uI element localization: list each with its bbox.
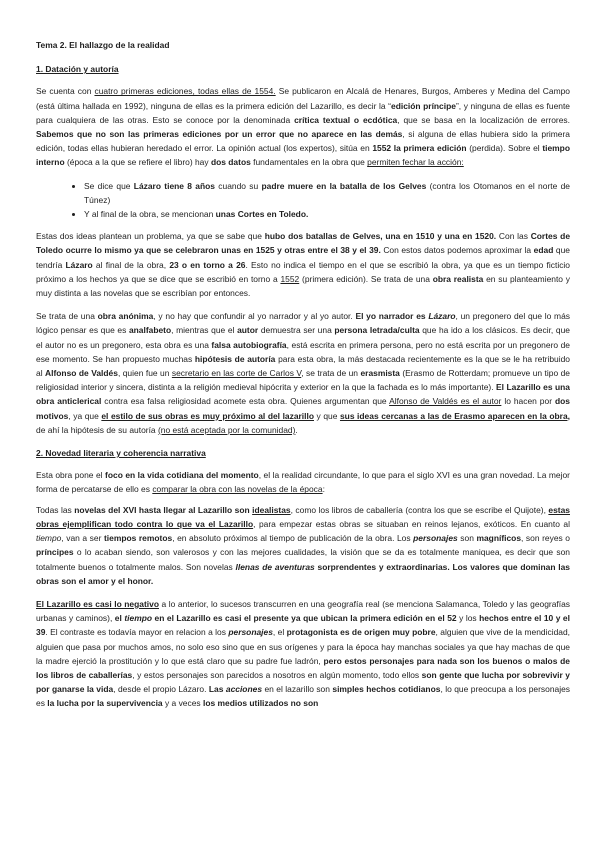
section-heading-novedad: 2. Novedad literaria y coherencia narrativa <box>36 448 206 459</box>
paragraph-foco: Esta obra pone el foco en la vida cotidiana del momento, el la realidad circundante, lo que para el siglo XVI es una gran novedad. La mejor forma de percatarse de ello es comparar la obra con las novelas de la época: <box>36 470 570 495</box>
paragraph-autoria: Se trata de una obra anónima, y no hay que confundir al yo narrador y al yo autor. El yo narrador es Lázaro, un pregonero del que lo más lógico pensar es que es analfabeto, mientras que el autor demuestra ser una persona letrada/culta que ha ido a los clásicos. Es decir, que el autor no es un pregonero, esta obra es una falsa autobiografía, está escrita en primera persona, pero no está escrita por un pregonero de ese momento. Se han propuesto muchas hipótesis de autoría para esta obra, la más destacada recientemente es la que se le ha retribuido al Alfonso de Valdés, quien fue un secretario en las corte de Carlos V, se trata de un erasmista (Erasmo de Rotterdam; promueve un tipo de religiosidad interior y sincera, distinta a la religión medieval hipócrita y exterior en la que la fachada es lo más importante). El Lazarillo es una obra anticlerical contra esa falsa religiosidad acomete esta obra. Quienes argumentan que Alfonso de Valdés es el autor lo hacen por dos motivos, ya que el estilo de sus obras es muy próximo al del lazarillo y que sus ideas cercanas a las de Erasmo aparecen en la obra, de ahí la hipótesis de su autoría (no está aceptada por la comunidad). <box>36 311 571 435</box>
paragraph-novelas-idealistas: Todas las novelas del XVI hasta llegar al Lazarillo son idealistas, como los libros de caballería (contra los que se escribe el Quijote), estas obras ejemplifican todo contra lo que va el Lazarillo, para empezar estas obras se situaban en reinos lejanos, exóticos. En cuanto al tiempo, van a ser tiempos remotos, en absoluto próximos al tiempo de publicación de la obra. Los personajes son magníficos, son reyes o príncipes o lo acaban siendo, son valerosos y con las mejores cualidades, la visión que se da es totalmente maniquea, es decir que son totalmente buenos o totalmente malos. Son novelas llenas de aventuras sorprendentes y extraordinarias. Los valores que dominan las obras son el amor y el honor. <box>36 504 570 586</box>
paragraph-gelves: Estas dos ideas plantean un problema, ya que se sabe que hubo dos batallas de Gelves, una en 1510 y una en 1520. Con las Cortes de Toledo ocurre lo mismo ya que se celebraron unas en 1525 y otras entre el 38 y el 39. Con estos datos podemos aproximar la edad que tendría Lázaro al final de la obra, 23 o en torno a 26. Esto no indica el tiempo en el que se escribió la obra, ya que es un tiempo ficticio próximo a los hechos ya que se dice que se escribió en torno a 1552 (primera edición). Se trata de una obra realista en su planteamiento y muy distinta a las novelas que se escribían por entonces. <box>36 231 571 299</box>
bullet-list-datos <box>36 179 570 222</box>
paragraph-lazarillo-negativo: El Lazarillo es casi lo negativo a lo anterior, lo sucesos transcurren en una geografía real (se menciona Salamanca, Toledo y las geografías urbanas y caminos), el tiempo en el Lazarillo es casi el presente ya que ubican la primera edición en el 52 y los hechos entre el 10 y el 39. El contraste es todavía mayor en relacion a los personajes, el protagonista es de origen muy pobre, alguien que vive de la mendicidad, alguien que pasa por muchos amos, no solo eso sino que en sus orígenes y para la época hay manchas sociales ya que hay machas de que la madre ejerció la prostitución y lo que está claro que su padre fue ladrón, pero estos personajes para nada son los buenos o malos de los libros de caballerías, y estos personajes son parecidos a nosotros en algún momento, todo ellos son gente que lucha por sobrevivir y por ganarse la vida, desde el propio Lázaro. Las acciones en el lazarillo son simples hechos cotidianos, lo que preocupa a los personajes es la lucha por la supervivencia y a veces los medios utilizados no son <box>36 598 571 709</box>
list-item: • Y al final de la obra, se mencionan unas Cortes en Toledo. <box>84 207 570 221</box>
paragraph-ediciones: Se cuenta con cuatro primeras ediciones, todas ellas de 1554. Se publicaron en Alcalá de Henares, Burgos, Amberes y Medina del Campo (está última hallada en 1992), ninguna de ellas es la primera edición del Lazarillo, es decir la “edición príncipe”, y ninguna de ellas es fuente para cualquiera de las otras. Esto se conoce por la denominada crítica textual o ecdótica, que se basa en la localización de errores. Sabemos que no son las primeras ediciones por un error que no aparece en las demás, si alguna de ellas hubiera sido la primera edición, todas ellas hubieran heredado el error. La opinión actual (los expertos), sitúa en 1552 la primera edición (perdida). Sobre el tiempo interno (época a la que se refiere el libro) hay dos datos fundamentales en la obra que permiten fechar la acción: <box>36 86 571 168</box>
list-item: • Se dice que Lázaro tiene 8 años cuando su padre muere en la batalla de los Gelves (contra los Otomanos en el norte de Túnez) <box>84 179 570 207</box>
page-title: Tema 2. El hallazgo de la realidad <box>36 40 170 50</box>
section-heading-datacion: 1. Datación y autoría <box>36 64 119 75</box>
